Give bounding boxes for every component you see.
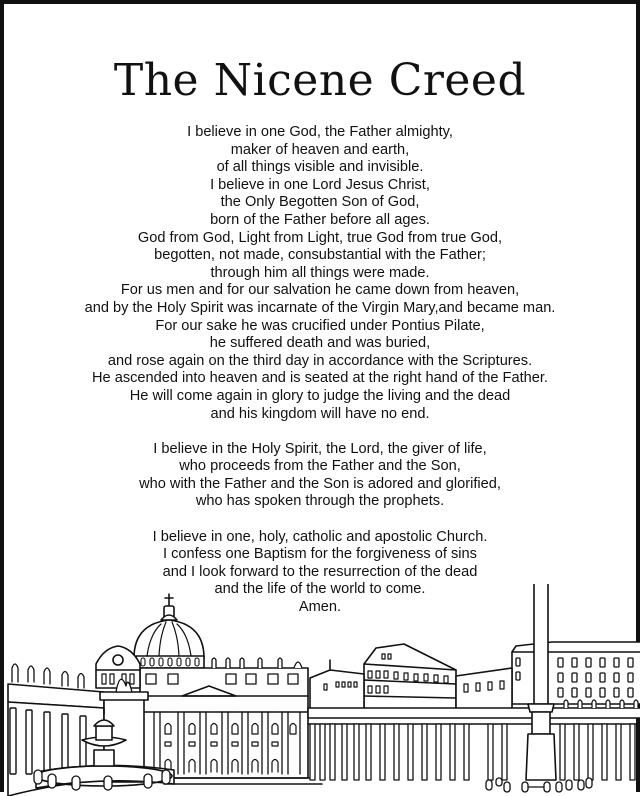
creed-line: I believe in one Lord Jesus Christ,: [210, 176, 430, 193]
creed-line: He ascended into heaven and is seated at the right hand of the Father.: [92, 370, 548, 387]
creed-line: and by the Holy Spirit was incarnate of the Virgin Mary,and became man.: [84, 299, 556, 316]
stanza-gap: [4, 423, 636, 441]
stanza-holy-spirit: [4, 441, 636, 511]
creed-line: begotten, not made, consubstantial with the Father;: [154, 247, 486, 264]
creed-line: the Only Begotten Son of God,: [220, 194, 420, 211]
creed-line: born of the Father before all ages.: [210, 211, 430, 228]
creed-line: of all things visible and invisible.: [216, 159, 424, 176]
creed-line: I believe in the Holy Spirit, the Lord, the giver of life,: [153, 440, 487, 457]
creed-line: I confess one Baptism for the forgiveness of sins: [163, 546, 477, 563]
creed-line: God from God, Light from Light, true God from true God,: [137, 229, 503, 246]
creed-line: I believe in one God, the Father almighty,: [187, 124, 453, 140]
creed-line: and rose again on the third day in accordance with the Scriptures.: [107, 352, 533, 369]
st-peters-square-illustration: [4, 584, 640, 796]
basilica-dome-icon: [134, 594, 204, 668]
stanza-father-son: [4, 124, 636, 423]
creed-line amen: Amen.: [298, 599, 342, 616]
creed-line: I believe in one, holy, catholic and apostolic Church.: [152, 528, 488, 545]
creed-line: and the life of the world to come.: [214, 581, 426, 598]
page-title: The Nicene Creed: [113, 55, 527, 107]
creed-line: he suffered death and was buried,: [209, 335, 431, 352]
creed-line: who with the Father and the Son is adored and glorified,: [139, 475, 501, 492]
right-colonnade-icon: [308, 700, 640, 780]
creed-line: and his kingdom will have no end.: [210, 405, 430, 422]
apostolic-palace-icon: [310, 642, 640, 714]
creed-line: who proceeds from the Father and the Son,: [179, 458, 461, 475]
creed-line: who has spoken through the prophets.: [195, 493, 445, 510]
basilica-facade-icon: [140, 658, 322, 784]
creed-line: He will come again in glory to judge the living and the dead: [129, 387, 511, 404]
creed-line: For our sake he was crucified under Pontius Pilate,: [155, 317, 485, 334]
creed-line: through him all things were made.: [210, 264, 430, 281]
side-chapel-icon: [96, 646, 140, 688]
creed-line: maker of heaven and earth,: [230, 141, 410, 158]
stanza-gap: [4, 511, 636, 529]
creed-text: [4, 124, 636, 617]
creed-line: and I look forward to the resurrection of the dead: [162, 563, 478, 580]
creed-line: For us men and for our salvation he came down from heaven,: [120, 282, 520, 299]
